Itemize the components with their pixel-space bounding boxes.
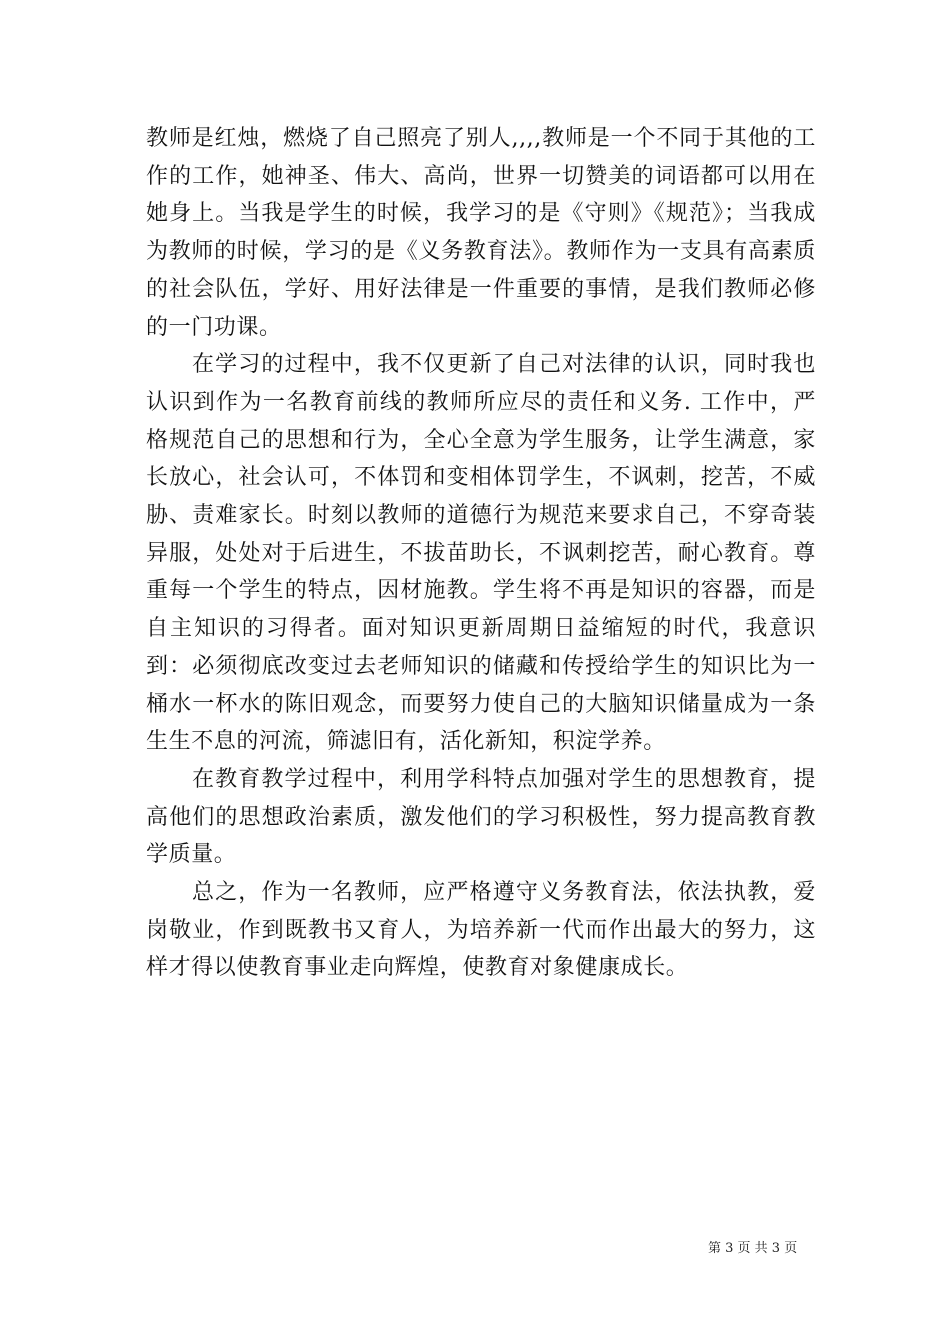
paragraph-3: 在教育教学过程中，利用学科特点加强对学生的思想教育，提高他们的思想政治素质，激发他们的学习积极性，努力提高教育教学质量。 [146, 766, 816, 868]
paragraph-4: 总之，作为一名教师，应严格遵守义务教育法，依法执教，爱岗敬业，作到既教书又育人，为培养新一代而作出最大的努力，这样才得以使教育事业走向辉煌，使教育对象健康成长。 [146, 880, 816, 981]
paragraph-1: 教师是红烛，燃烧了自己照亮了别人,,,,教师是一个不同于其他的工作的工作，她神圣、伟大、高尚，世界一切赞美的词语都可以用在她身上。当我是学生的时候，我学习的是《守则》《规范》；当我成为教师的时候，学习的是《义务教育法》。教师作为一支具有高素质的社会队伍，学好、用好法律是一件重要的事情，是我们教师必修的一门功课。 [146, 126, 816, 340]
paragraph-2: 在学习的过程中，我不仅更新了自己对法律的认识，同时我也认识到作为一名教育前线的教师所应尽的责任和义务. 工作中，严格规范自己的思想和行为，全心全意为学生服务，让学生满意，家长放心，社会认可，不体罚和变相体罚学生，不讽刺，挖苦，不威胁、责难家长。时刻以教师的道德行为规范来要求自己，不穿奇装异服，处处对于后进生，不拔苗助长，不讽刺挖苦，耐心教育。尊重每一个学生的特点，因材施教。学生将不再是知识的容器，而是自主知识的习得者。面对知识更新周期日益缩短的时代，我意识到：必须彻底改变过去老师知识的储藏和传授给学生的知识比为一桶水一杯水的陈旧观念，而要努力使自己的大脑知识储量成为一条生生不息的河流，筛滤旧有，活化新知，积淀学养。 [146, 352, 816, 755]
document-body [146, 120, 816, 987]
page-number-footer: 第 3 页 共 3 页 [708, 1241, 798, 1256]
